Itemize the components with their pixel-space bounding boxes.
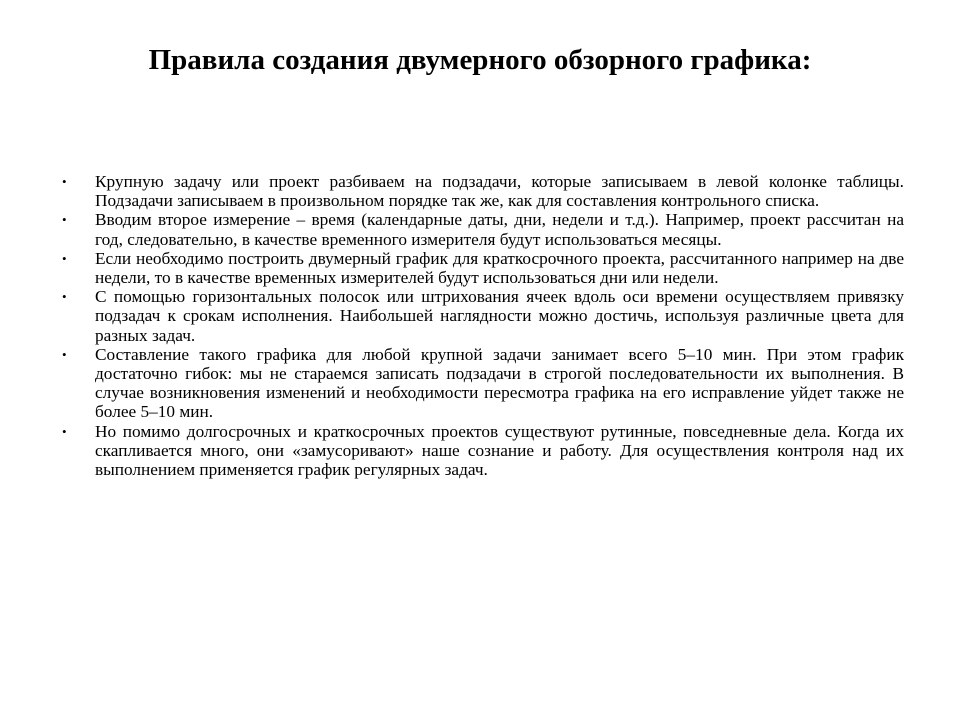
bullet-dot-icon: • [62, 346, 67, 362]
bullet-list [62, 172, 904, 479]
bullet-text: Крупную задачу или проект разбиваем на подзадачи, которые записываем в левой колонке таблицы. Подзадачи записываем в произвольном порядке так же, как для составления контрольного списка. [95, 172, 904, 211]
slide-title: Правила создания двумерного обзорного графика: [148, 44, 812, 76]
bullet-text: Если необходимо построить двумерный график для краткосрочного проекта, рассчитанного например на две недели, то в качестве временных измерителей будут использоваться дни или недели. [95, 248, 904, 288]
bullet-item [62, 422, 904, 480]
bullet-text: Вводим второе измерение – время (календарные даты, дни, недели и т.д.). Например, проект рассчитан на год, следовательно, в качестве временного измерителя будут использоваться месяцы. [95, 210, 904, 249]
bullet-item [62, 172, 904, 210]
bullet-dot-icon: • [62, 250, 67, 266]
bullet-text: С помощью горизонтальных полосок или штрихования ячеек вдоль оси времени осуществляем привязку подзадач к срокам исполнения. Наибольшей наглядности можно достичь, используя различные цвета для разных задач. [95, 287, 904, 345]
bullet-dot-icon: • [62, 423, 67, 439]
bullet-text: Но помимо долгосрочных и краткосрочных проектов существуют рутинные, повседневные дела. Когда их скапливается много, они «замусоривают» наше сознание и работу. Для осуществления контроля над их выполнением применяется график регулярных задач. [95, 421, 904, 480]
bullet-item [62, 249, 904, 287]
bullet-dot-icon: • [62, 212, 67, 228]
bullet-item [62, 210, 904, 248]
bullet-item [62, 345, 904, 422]
bullet-item [62, 287, 904, 345]
bullet-dot-icon: • [62, 174, 67, 189]
bullet-dot-icon: • [62, 289, 67, 305]
bullet-text: Составление такого графика для любой крупной задачи занимает всего 5–10 мин. При этом график достаточно гибок: мы не стараемся записать подзадачи в строгой последовательности их выполнения. В случае возникновения изменений и необходимости пересмотра графика на его исправление уйдет также не более 5–10 мин. [95, 344, 904, 422]
